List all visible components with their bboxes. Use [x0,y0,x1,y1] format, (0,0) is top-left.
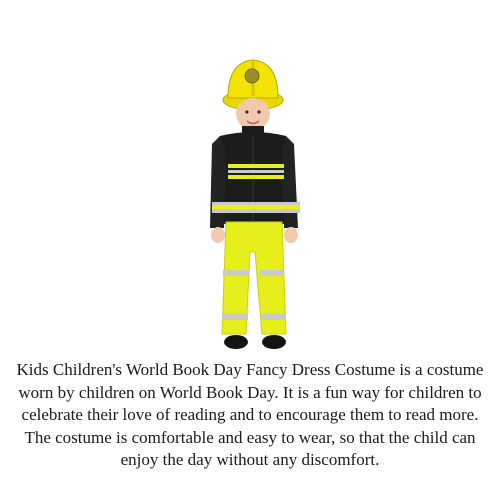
chest-stripe-silver [228,170,284,173]
helmet-badge-icon [245,69,259,83]
left-eye [245,110,248,113]
product-description: Kids Children's World Book Day Fancy Dress Costume is a costume worn by children on World Book Day. It is a fun way for children to celebrate their love of reading and to encourage them to read more. The costume is comfortable and easy to wear, so that the child can enjoy the day without any discomfort. [16,360,484,469]
right-sleeve [282,136,298,228]
left-hand [211,227,225,243]
right-shoe [262,335,286,349]
chest-stripe-yellow-2 [228,175,284,179]
left-ankle-stripe [222,314,248,320]
right-knee-stripe [260,270,284,276]
firefighter-costume-photo [170,52,330,357]
waist-yellow-stripe [212,205,300,209]
left-knee-stripe [223,270,249,276]
right-hand [284,227,298,243]
right-ankle-stripe [261,314,286,320]
left-shoe [224,335,248,349]
left-sleeve [210,136,226,228]
child-in-firefighter-costume [170,52,330,357]
right-eye [257,110,260,113]
chest-stripe-yellow-1 [228,164,284,168]
child-face [236,98,270,130]
